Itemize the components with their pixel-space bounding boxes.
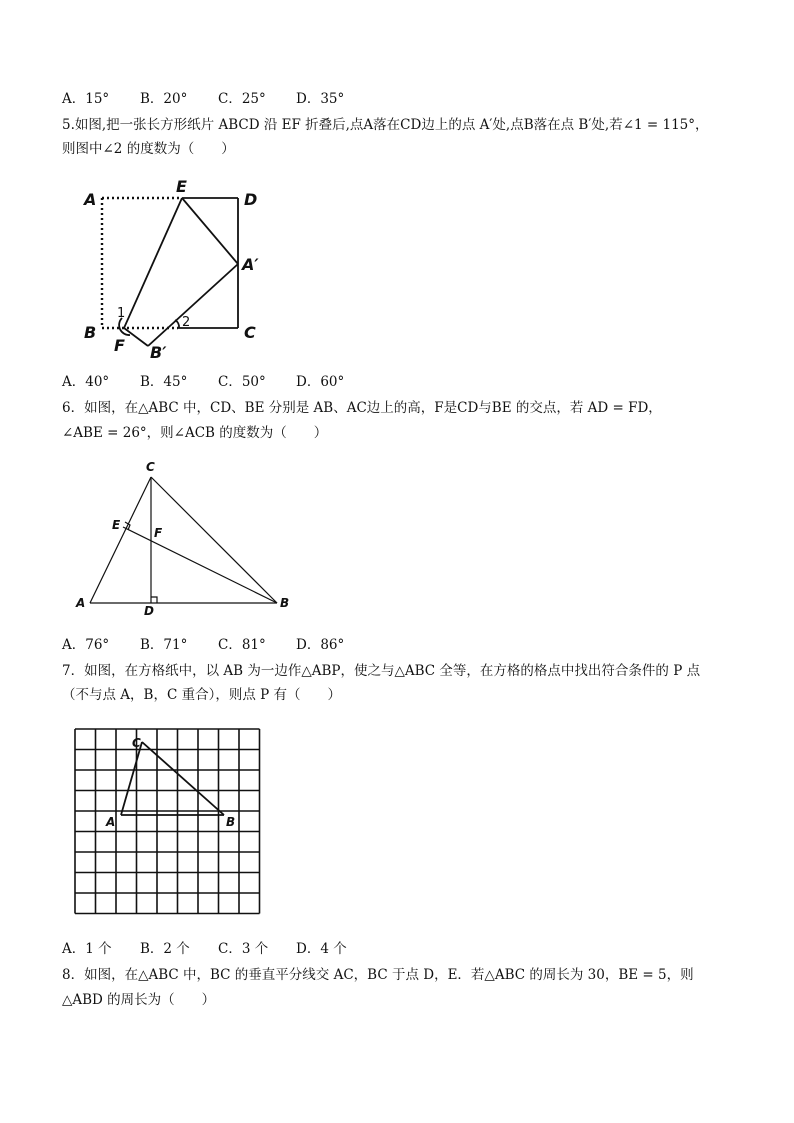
q5-option-a: A．40° bbox=[62, 374, 110, 390]
q4-option-b: B．20° bbox=[140, 91, 188, 107]
q7-label-a: A bbox=[106, 815, 116, 829]
q6-figure bbox=[72, 455, 302, 620]
q7-ac bbox=[121, 742, 142, 815]
q7-stem-line2: （不与点 A，B，C 重合），则点 P 有（ ） bbox=[62, 687, 341, 703]
q5-option-c: C．50° bbox=[218, 374, 266, 390]
q5-option-b: B．45° bbox=[140, 374, 188, 390]
q7-grid-figure bbox=[70, 725, 275, 930]
q6-right-angle-d bbox=[151, 597, 157, 603]
q5-label-c: C bbox=[244, 323, 256, 342]
q7-option-a: A．1 个 bbox=[62, 941, 112, 957]
q5-figure bbox=[78, 178, 278, 363]
q6-label-f: F bbox=[154, 526, 163, 540]
q6-stem-line2: ∠ABE = 26°，则∠ACB 的度数为（ ） bbox=[62, 425, 328, 441]
q5-a1b1 bbox=[148, 264, 238, 346]
q6-label-a: A bbox=[76, 596, 86, 610]
q6-be bbox=[123, 527, 277, 603]
q6-ac bbox=[90, 477, 151, 603]
q6-option-d: D．86° bbox=[296, 637, 345, 653]
q7-label-b: B bbox=[226, 815, 236, 829]
q7-option-c: C．3 个 bbox=[218, 941, 269, 957]
q4-option-a: A．15° bbox=[62, 91, 110, 107]
q7-option-b: B．2 个 bbox=[140, 941, 190, 957]
q5-label-f: F bbox=[114, 336, 125, 355]
q5-stem-line2: 则图中∠2 的度数为（ ） bbox=[62, 141, 235, 157]
q6-label-b: B bbox=[280, 596, 290, 610]
q5-label-e: E bbox=[176, 178, 187, 196]
q7-option-d: D．4 个 bbox=[296, 941, 347, 957]
q5-angle2-arc bbox=[175, 320, 179, 328]
q5-label-1: 1 bbox=[117, 306, 126, 321]
q4-option-c: C．25° bbox=[218, 91, 266, 107]
q5-label-a: A bbox=[84, 190, 97, 209]
q5-fb1 bbox=[124, 328, 148, 346]
q5-stem-line1: 5.如图,把一张长方形纸片 ABCD 沿 EF 折叠后,点A落在CD边上的点 A′处,点B落在点 B′处,若∠1 = 115°， bbox=[62, 117, 709, 133]
q4-options bbox=[62, 90, 344, 108]
q6-options bbox=[62, 636, 344, 654]
q5-label-d: D bbox=[244, 190, 258, 209]
q6-option-c: C．81° bbox=[218, 637, 266, 653]
q5-label-b1: B′ bbox=[150, 343, 167, 362]
q6-stem-line1: 6．如图，在△ABC 中，CD、BE 分别是 AB、AC边上的高，F是CD与BE 的交点，若 AD = FD， bbox=[62, 400, 662, 416]
q6-option-b: B．71° bbox=[140, 637, 188, 653]
q5-label-a1: A′ bbox=[242, 255, 259, 274]
q8-stem-line1: 8．如图，在△ABC 中，BC 的垂直平分线交 AC，BC 于点 D，E．若△ABC 的周长为 30，BE = 5，则 bbox=[62, 967, 694, 983]
q4-option-d: D．35° bbox=[296, 91, 345, 107]
q5-label-b: B bbox=[84, 323, 97, 342]
q6-label-d: D bbox=[144, 604, 154, 618]
q7-label-c: C bbox=[132, 736, 141, 750]
q7-stem-line1: 7．如图，在方格纸中，以 AB 为一边作△ABP，使之与△ABC 全等，在方格的格点中找出符合条件的 P 点 bbox=[62, 663, 701, 679]
q6-label-e: E bbox=[112, 518, 121, 532]
q6-cb bbox=[151, 477, 277, 603]
q6-option-a: A．76° bbox=[62, 637, 110, 653]
q5-options bbox=[62, 373, 344, 391]
q5-ef bbox=[124, 198, 182, 328]
q7-options bbox=[62, 940, 347, 958]
q5-option-d: D．60° bbox=[296, 374, 345, 390]
q6-label-c: C bbox=[146, 460, 155, 474]
q5-ea1 bbox=[182, 198, 238, 264]
q5-label-2: 2 bbox=[182, 315, 191, 330]
q7-cb bbox=[142, 742, 224, 815]
q8-stem-line2: △ABD 的周长为（ ） bbox=[62, 992, 216, 1008]
